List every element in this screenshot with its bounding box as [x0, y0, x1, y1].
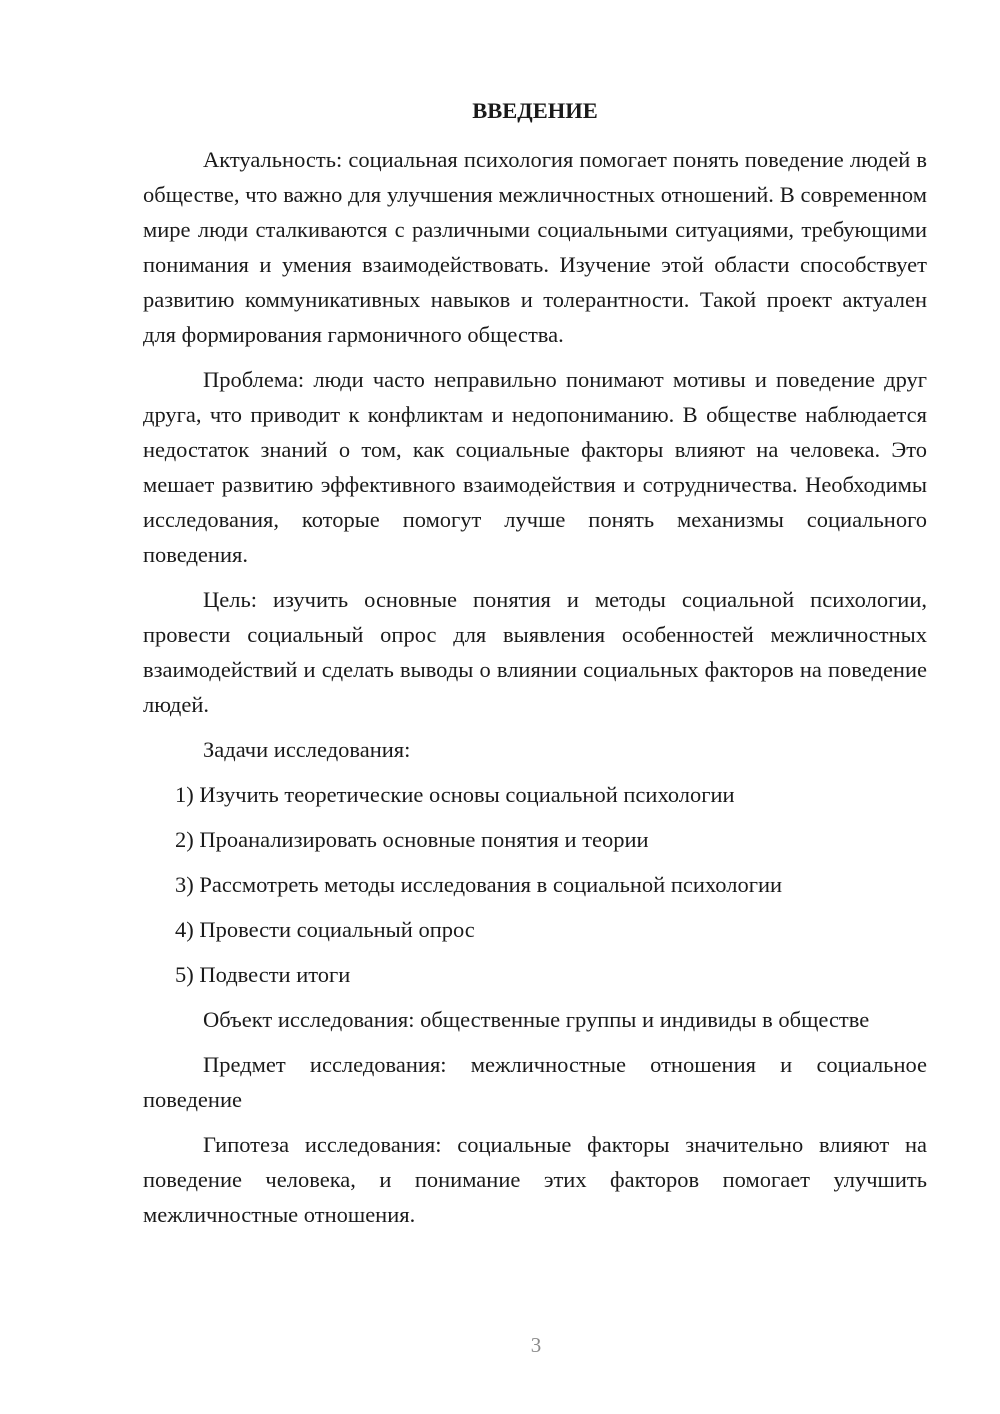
section-heading: ВВЕДЕНИЕ — [472, 98, 598, 123]
task-item: 2) Проанализировать основные понятия и теории — [175, 827, 649, 852]
tasks-list — [143, 777, 927, 992]
task-item: 4) Провести социальный опрос — [175, 917, 475, 942]
subject-paragraph: Предмет исследования: межличностные отношения и социальное поведение — [143, 1052, 927, 1112]
page-content — [143, 93, 927, 1242]
goal-paragraph: Цель: изучить основные понятия и методы социальной психологии, провести социальный опрос для выявления особенностей межличностных взаимодействий и сделать выводы о влиянии социальных факторов на поведение людей. — [143, 587, 927, 717]
task-item: 5) Подвести итоги — [175, 962, 351, 987]
hypothesis-paragraph: Гипотеза исследования: социальные факторы значительно влияют на поведение человека, и понимание этих факторов помогает улучшить межличностные отношения. — [143, 1132, 927, 1227]
tasks-title: Задачи исследования: — [203, 737, 411, 762]
object-paragraph: Объект исследования: общественные группы и индивиды в обществе — [203, 1007, 870, 1032]
task-item: 3) Рассмотреть методы исследования в социальной психологии — [175, 872, 783, 897]
problem-paragraph: Проблема: люди часто неправильно понимают мотивы и поведение друг друга, что приводит к конфликтам и недопониманию. В обществе наблюдается недостаток знаний о том, как социальные факторы влияют на человека. Это мешает развитию эффективного взаимодействия и сотрудничества. Необходимы исследования, которые помогут лучше понять механизмы социального поведения. — [143, 367, 927, 567]
relevance-paragraph: Актуальность: социальная психология помогает понять поведение людей в обществе, что важно для улучшения межличностных отношений. В современном мире люди сталкиваются с различными социальными ситуациями, требующими понимания и умения взаимодействовать. Изучение этой области способствует развитию коммуникативных навыков и толерантности. Такой проект актуален для формирования гармоничного общества. — [143, 147, 927, 347]
page-number: 3 — [530, 1333, 542, 1357]
task-item: 1) Изучить теоретические основы социальной психологии — [175, 782, 735, 807]
